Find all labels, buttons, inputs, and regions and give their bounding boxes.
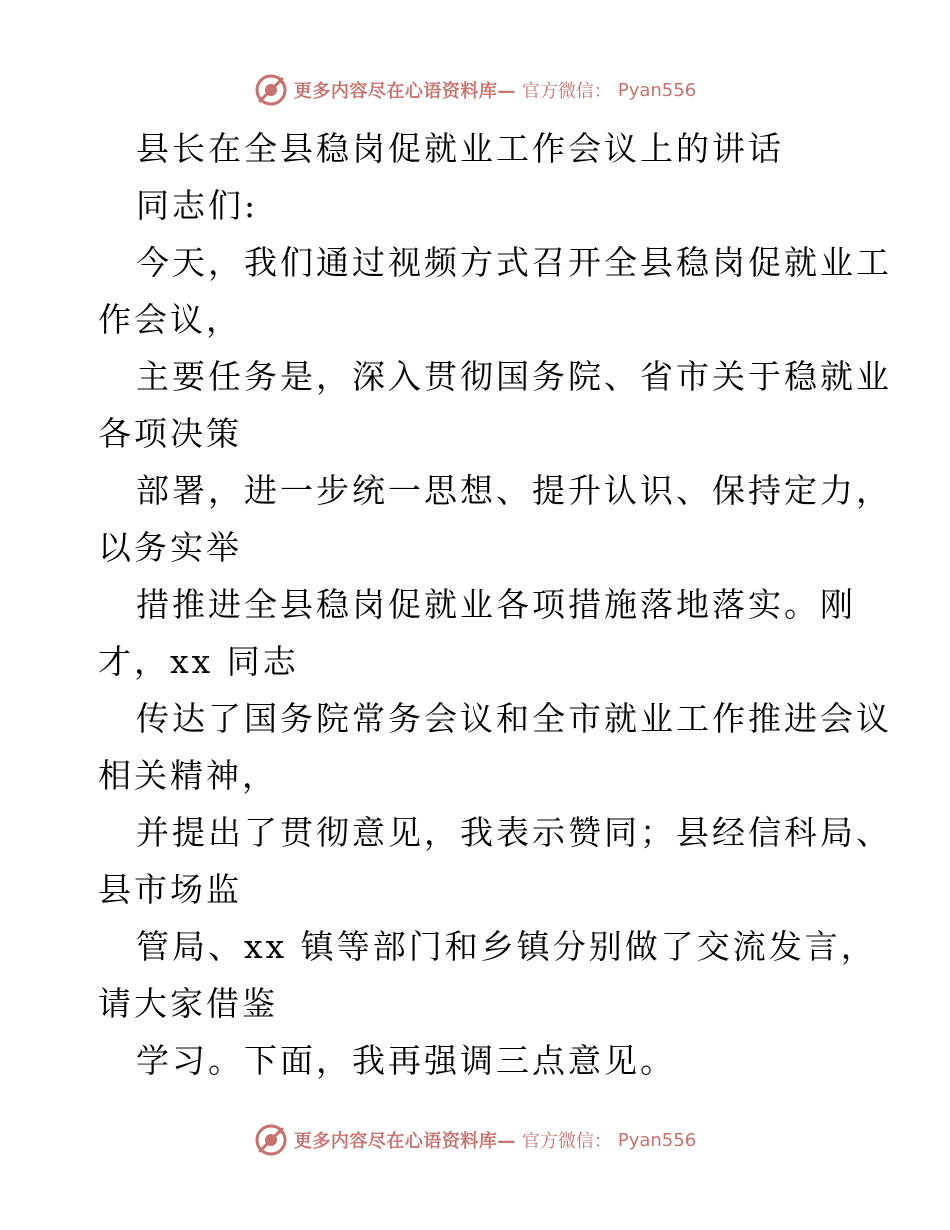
document-line: 措推进全县稳岗促就业各项措施落地落实。刚 [136,585,856,624]
document-line: 请大家借鉴 [98,984,278,1023]
document-line: 并提出了贯彻意见，我表示赞同；县经信科局、 [136,813,892,852]
document-line: 传达了国务院常务会议和全市就业工作推进会议 [136,699,892,738]
document-line: 主要任务是，深入贯彻国务院、省市关于稳就业 [136,357,892,396]
document-line: 以务实举 [98,528,242,567]
document-line: 各项决策 [98,414,242,453]
header-watermark-banner [0,70,950,110]
banner-wechat-label: 官方微信： [521,81,612,102]
document-line: 管局、xx 镇等部门和乡镇分别做了交流发言， [136,927,877,966]
document-line: 县长在全县稳岗促就业工作会议上的讲话 [136,129,784,168]
document-line: 部署，进一步统一思想、提升认识、保持定力， [136,471,892,510]
document-line: 县市场监 [98,870,242,909]
banner-wechat-id: Pyan556 [617,1129,697,1151]
banner-text: 更多内容尽在心语资料库— [293,1131,516,1152]
brand-logo-icon [254,73,288,107]
document-line: 今天，我们通过视频方式召开全县稳岗促就业工 [136,243,892,282]
footer-watermark-banner [0,1120,950,1160]
document-line: 作会议， [98,300,242,339]
brand-logo-icon [254,1123,288,1157]
banner-wechat-label: 官方微信： [521,1131,612,1152]
document-line: 学习。下面，我再强调三点意见。 [136,1041,676,1080]
document-line: 才，xx 同志 [98,642,299,681]
banner-wechat-id: Pyan556 [617,79,697,101]
banner-text: 更多内容尽在心语资料库— [293,81,516,102]
document-line: 同志们: [136,186,259,225]
document-body [98,120,892,1089]
document-line: 相关精神， [98,756,278,795]
